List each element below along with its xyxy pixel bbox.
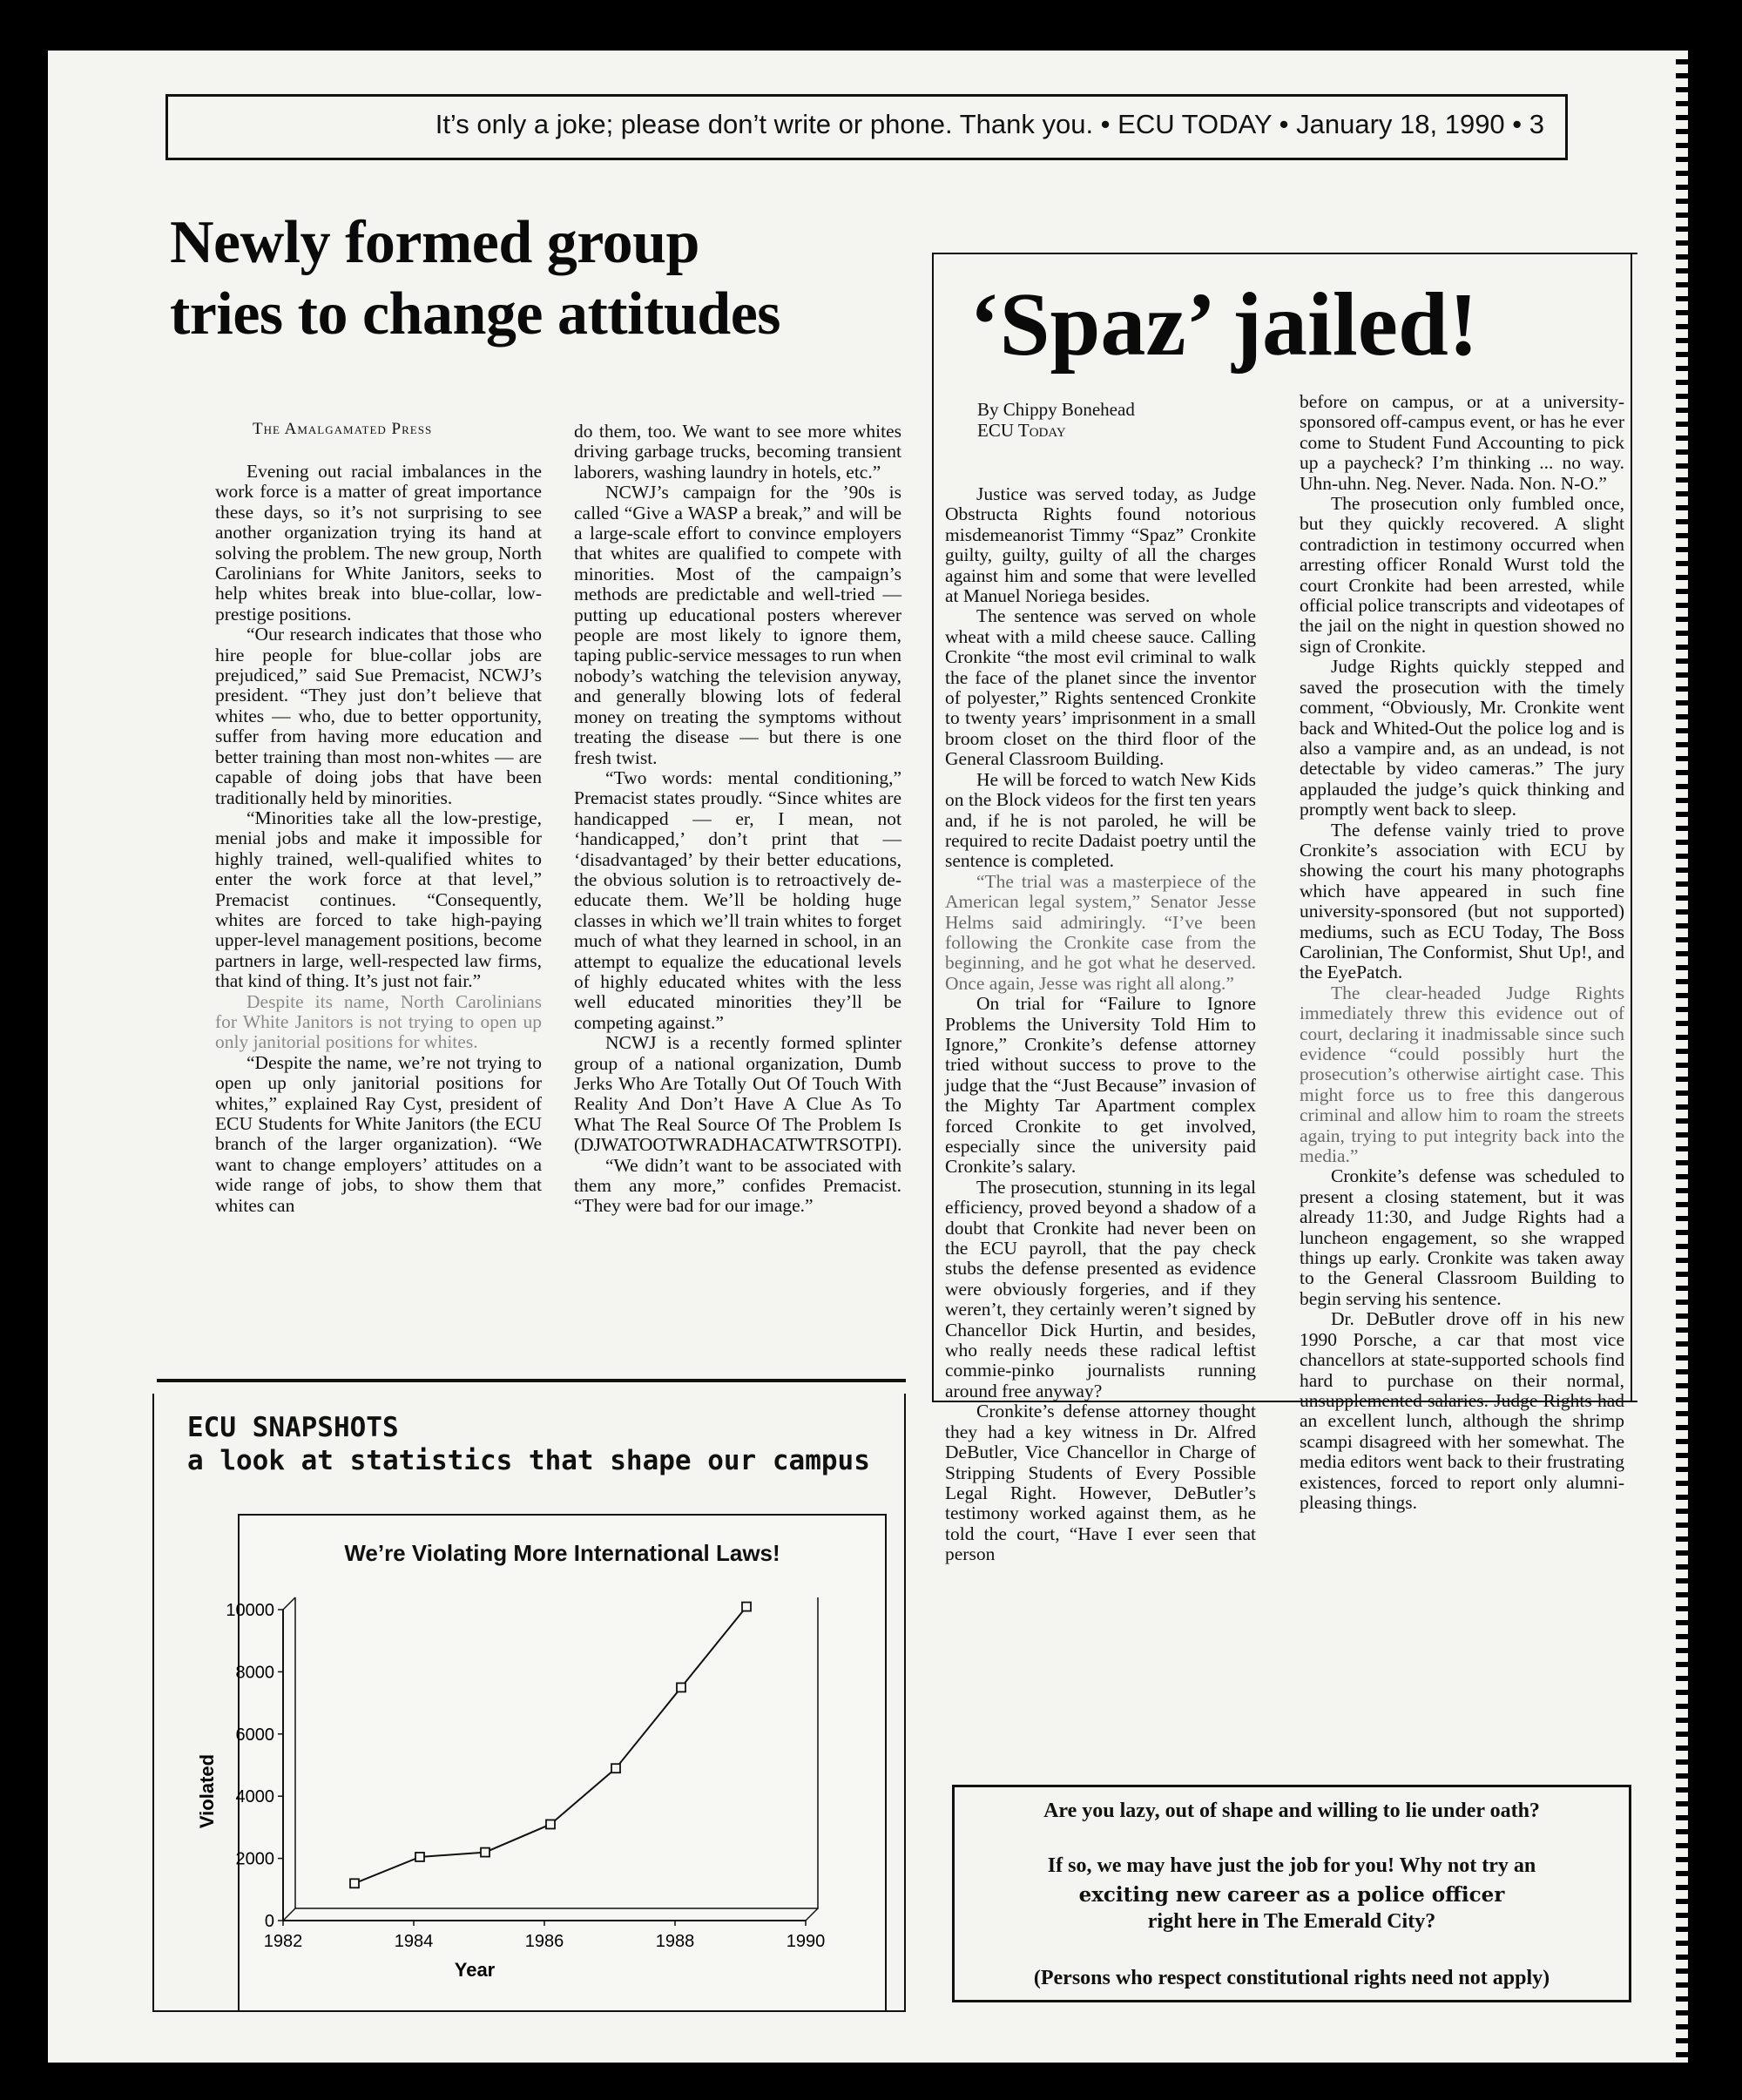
paragraph: NCWJ’s campaign for the ’90s is called “Give a WASP a break,” and will be a large-scale effort to convince employers that whites are qualified to compete with minorities. Most of the campaign’s methods are predictable and well-tried — putting up educational posters wherever people are most likely to ignore them, taping public-service messages to run when nobody’s watching the television anyway, and generally blowing lots of federal money on treating the symptoms without treating the disease — but there is one fresh twist.: [574, 482, 901, 768]
police-ad: [952, 1785, 1631, 2002]
paragraph: do them, too. We want to see more whites driving garbage trucks, becoming transient laborers, washing laundry in hotels, etc.”: [574, 421, 901, 483]
paragraph: Cronkite’s defense was scheduled to present a closing statement, but it was already 11:30, and Judge Rights had a luncheon engagement, so she wrapped things up early. Cronkite was taken away to the General Classroom Building to begin serving his sentence.: [1300, 1165, 1624, 1309]
y-tick-label: 6000: [235, 1725, 274, 1745]
paragraph: Cronkite’s defense attorney thought they had a key witness in Dr. Alfred DeButler, Vice Chancellor in Charge of Stripping Students of Every Possible Legal Right. However, DeButler’s testimony worked against them, as he told the court, “Have I ever seen that person: [945, 1401, 1256, 1565]
ad-line-1: Are you lazy, out of shape and willing to lie under oath?: [1043, 1800, 1540, 1822]
paragraph: Dr. DeButler drove off in his new 1990 Porsche, a car that most vice chancellors at state-supported schools find hard to purchase on their normal, unsupplemented salaries. Judge Rights had an excellent lunch, although the shrimp scampi disagreed with her somewhat. The media editors went back to their frustrating existences, forced to report only alumni-pleasing things.: [1300, 1308, 1624, 1513]
data-point: [677, 1683, 685, 1691]
x-tick-label: 1982: [263, 1932, 303, 1951]
axis-depth: [806, 1908, 818, 1921]
section-rule: [157, 1379, 906, 1382]
paragraph: Justice was served today, as Judge Obstructa Rights found notorious misdemeanorist Timmy “Spaz” Cronkite guilty, guilty, guilty of all the charges against him and some that were levelled at Manuel Noriega besides.: [945, 483, 1256, 607]
axis-front: [283, 1610, 806, 1921]
x-axis-label: Year: [454, 1959, 496, 1981]
article1-headline: [170, 207, 780, 350]
article1-col2: [574, 422, 901, 1371]
paragraph: The prosecution, stunning in its legal efficiency, proved beyond a shadow of a doubt that Cronkite had never been on the ECU payroll, that the pay check stubs the defense presented as evidence were obviously forgeries, and if they weren’t, they certainly weren’t signed by Chancellor Dick Hurtin, and besides, who really needs these radical leftist commie-pinko journalists running around free anyway?: [945, 1176, 1256, 1401]
axis-depth: [283, 1597, 295, 1610]
y-tick-label: 0: [264, 1912, 274, 1931]
paragraph: “Two words: mental conditioning,” Premacist states proudly. “Since whites are handicapped — er, I mean, not ‘handicapped,’ don’t print that — ‘disadvantaged’ by their better educations, the obvious solution is to retroactively de-educate them. We’ll be holding huge classes in which we’ll train whites to forget much of what they learned in school, in an attempt to equalize the educational levels of highly educated whites with the less well educated minorities they’ll be competing against.”: [574, 766, 901, 1033]
headline-line-2: tries to change attitudes: [170, 280, 781, 348]
paragraph: Evening out racial imbalances in the work force is a matter of great importance these days, so it’s not surprising to see another organization trying its hand at solving the problem. The new group, North Carolinians for White Janitors, seeks to help whites break into blue-collar, low-prestige positions.: [215, 461, 542, 625]
paragraph: “We didn’t want to be associated with them any more,” confides Premacist. “They were bad for our image.”: [574, 1154, 901, 1217]
paragraph: Judge Rights quickly stepped and saved the prosecution with the timely comment, “Obviously, Mr. Cronkite went back and Whited-Out the police log and is also a vampire and, as an undead, is not detectable by video cameras.” The jury applauded the judge’s quick thinking and promptly went back to sleep.: [1300, 656, 1624, 820]
chart-frame: [196, 1514, 887, 2012]
x-tick-label: 1988: [655, 1932, 695, 1951]
paragraph: The prosecution only fumbled once, but they quickly recovered. A slight contradiction in testimony occurred when arresting officer Ronald Wurst told the court Cronkite had been arrested, while official police transcripts and videotapes of the jail on the night in question showed no sign of Cronkite.: [1300, 493, 1624, 657]
y-tick-label: 10000: [226, 1601, 274, 1620]
data-point: [481, 1848, 490, 1857]
y-axis-label: Violated: [196, 1753, 218, 1829]
y-tick-label: 8000: [235, 1663, 274, 1683]
ad-line-5: (Persons who respect constitutional rights need not apply): [1033, 1967, 1550, 1989]
headline-line-1: Newly formed group: [170, 209, 699, 276]
data-point: [742, 1603, 751, 1611]
paragraph: Despite its name, North Carolinians for White Janitors is not trying to open up only janitorial positions for whites.: [215, 990, 542, 1053]
perforated-edge: [1676, 51, 1688, 2063]
article2-headline: ‘Spaz’ jailed!: [969, 274, 1479, 375]
article2-col1: [945, 484, 1256, 1786]
header-text: It’s only a joke; please don’t write or phone. Thank you. • ECU TODAY • January 18, 1990 • 3: [435, 109, 1544, 139]
line-chart: [196, 1516, 885, 2010]
chart-title: We’re Violating More International Laws!: [344, 1540, 780, 1566]
x-tick-label: 1990: [786, 1932, 826, 1951]
paragraph: before on campus, or at a university-sponsored off-campus event, or has he ever come to Student Fund Accounting to pick up a paycheck? I’m thinking ... no way. Uhn-uhn. Neg. Never. Nada. Non. N-O.”: [1300, 391, 1624, 494]
paragraph: “Minorities take all the low-prestige, menial jobs and make it impossible for highly trained, well-qualified whites to enter the work force at that level,” Premacist continues. “Consequently, whites are forced to take high-paying upper-level management positions, become partners in large, well-respected law firms, that kind of thing. It’s just not fair.”: [215, 807, 542, 992]
article1-byline: The Amalgamated Press: [253, 420, 433, 438]
data-point: [415, 1853, 424, 1861]
y-tick-label: 4000: [235, 1787, 274, 1807]
axis-back: [295, 1597, 818, 1908]
axis-depth: [283, 1908, 295, 1921]
article2-byline: [977, 399, 1135, 441]
data-point: [350, 1879, 359, 1887]
ad-line-3: exciting new career as a police officer: [1078, 1883, 1505, 1907]
paragraph: “Despite the name, we’re not trying to open up only janitorial positions for whites,” explained Ray Cyst, president of ECU Students for White Janitors (the ECU branch of the larger organization). “We want to change employers’ attitudes on a wide range of jobs, to show them that whites can: [215, 1051, 542, 1216]
paragraph: He will be forced to watch New Kids on the Block videos for the first ten years and, if he is not paroled, he will be required to recite Dadaist poetry until the sentence is completed.: [945, 768, 1256, 872]
data-point: [611, 1764, 620, 1773]
paragraph: “Our research indicates that those who hire people for blue-collar jobs are prejudiced,” said Sue Premacist, NCWJ’s president. “They just don’t believe that whites — who, due to better opportunity, suffer from having more education and better training than most non-whites — are capable of doing jobs that have been traditionally held by minorities.: [215, 624, 542, 808]
snapshots-heading: [187, 1411, 870, 1477]
paragraph: The sentence was served on whole wheat with a mild cheese sauce. Calling Cronkite “the most evil criminal to walk the face of the planet since the inventor of polyester,” Rights sentenced Cronkite to twenty years’ imprisonment in a small broom closet on the third floor of the General Classroom Building.: [945, 605, 1256, 770]
paragraph: “The trial was a masterpiece of the American legal system,” Senator Jesse Helms said admiringly. “I’ve been following the Cronkite case from the beginning, and he got what he deserved. Once again, Jesse was right all along.”: [945, 870, 1256, 994]
snapshots-title: ECU SNAPSHOTS: [187, 1412, 399, 1443]
article2-box-right: [1631, 253, 1632, 1402]
x-tick-label: 1984: [394, 1932, 434, 1951]
page-header: [165, 94, 1568, 160]
article1-col1: [215, 462, 542, 1372]
byline-name: By Chippy Bonehead: [977, 399, 1135, 420]
paragraph: On trial for “Failure to Ignore Problems the University Told Him to Ignore,” Cronkite’s defense attorney tried without success to prove to the judge that the “Just Because” invasion of the Mighty Tar Apartment complex forced Cronkite to get involved, especially since the university paid Cronkite’s salary.: [945, 993, 1256, 1178]
paragraph: The defense vainly tried to prove Cronkite’s association with ECU by showing the court his many photographs which have appeared in such fine university-sponsored (but not supported) mediums, such as ECU Today, The Boss Carolinian, The Conformist, Shut Up!, and the EyePatch.: [1300, 819, 1624, 983]
paragraph: The clear-headed Judge Rights immediately threw this evidence out of court, declaring it inadmissable since such evidence “could possibly hurt the prosecution’s otherwise airtight case. This might force us to free this dangerous criminal and allow him to roam the streets again, trying to put integrity back into the media.”: [1300, 982, 1624, 1167]
data-point: [546, 1820, 555, 1828]
y-tick-label: 2000: [235, 1849, 274, 1869]
x-tick-label: 1986: [524, 1932, 564, 1951]
snapshots-subtitle: a look at statistics that shape our campus: [187, 1445, 870, 1476]
ad-line-2: If so, we may have just the job for you! Why not try an: [1047, 1854, 1536, 1877]
byline-publication: ECU Today: [977, 420, 1066, 441]
ad-line-4: right here in The Emerald City?: [1147, 1910, 1436, 1933]
article2-col2: [1300, 392, 1624, 1781]
paragraph: NCWJ is a recently formed splinter group of a national organization, Dumb Jerks Who Are Totally Out Of Touch With Reality And Don’t Have A Clue As To What The Real Source Of The Problem Is (DJWATOOTWRADHACATWTRSOTPI).: [574, 1032, 902, 1156]
series-line: [354, 1607, 746, 1884]
